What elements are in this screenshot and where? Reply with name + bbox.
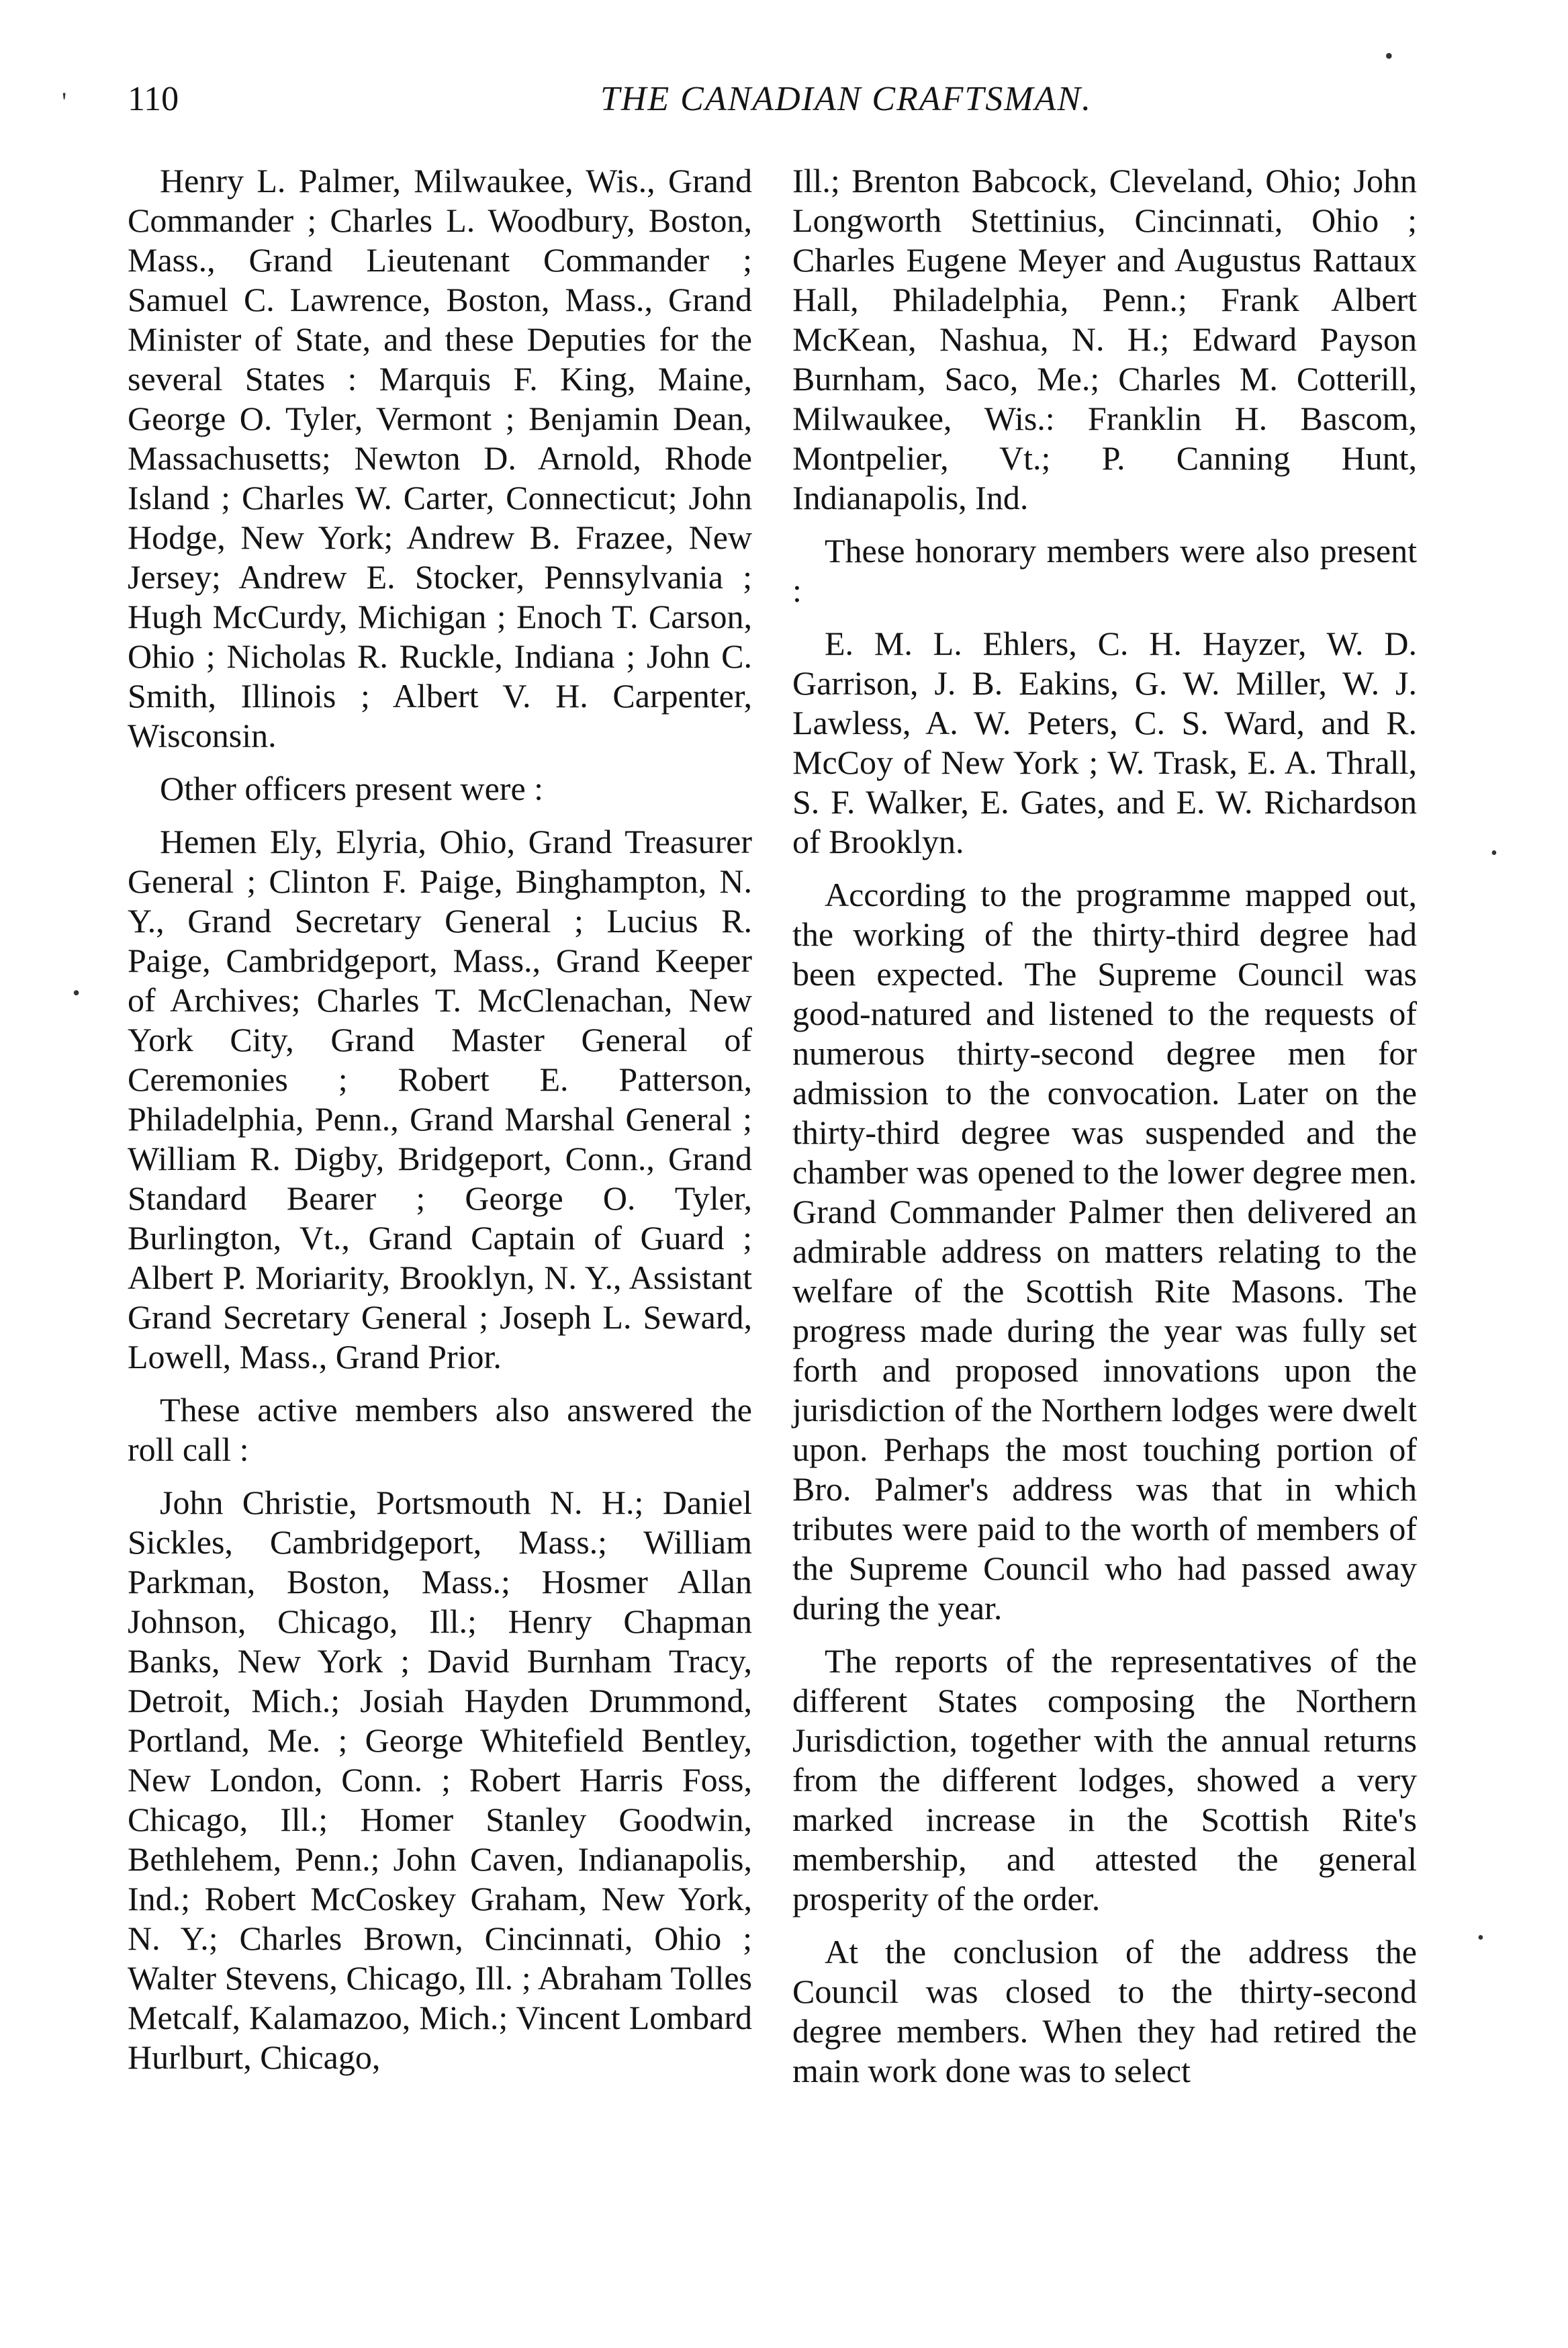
print-speck: • xyxy=(1385,42,1393,69)
print-speck: • xyxy=(73,981,81,1005)
print-speck: ' xyxy=(62,87,67,117)
paragraph-active-members-intro: These active members also answered the roll call : xyxy=(128,1391,752,1468)
running-title: THE CANADIAN CRAFTSMAN. xyxy=(600,80,1093,118)
paragraph-active-members-continued: Ill.; Brenton Babcock, Cleveland, Ohio; John Longworth Stettinius, Cincinnati, Ohio ; Charles Eugene Meyer and Augustus Rattaux Hall, Philadelphia, Penn.; Frank Albert McKean, Nashua, N. H.; Edward Payson Burnham, Saco, Me.; Charles M. Cotterill, Milwaukee, Wis.: Franklin H. Bascom, Montpelier, Vt.; P. Canning Hunt, Indianapolis, Ind. xyxy=(792,162,1417,516)
paragraph-other-officers-intro: Other officers present were : xyxy=(160,770,544,807)
paragraph-conclusion: At the conclusion of the address the Council was closed to the thirty-second degree members. When they had retired the main work done was to select xyxy=(792,1933,1417,2089)
right-column xyxy=(792,161,1417,2104)
left-column xyxy=(128,161,752,2091)
page-number: 110 xyxy=(128,80,179,118)
paragraph-programme: According to the programme mapped out, the working of the thirty-third degree had been expected. The Supreme Council was good-natured and listened to the requests of numerous thirty-second degree men for admission to the convocation. Later on the thirty-third degree was suspended and the chamber was opened to the lower degree men. Grand Commander Palmer then delivered an admirable address on matters relating to the welfare of the Scottish Rite Masons. The progress made during the year was fully set forth and proposed innovations upon the jurisdiction of the Northern lodges were dwelt upon. Perhaps the most touching portion of Bro. Palmer's address was that in which tributes were paid to the worth of members of the Supreme Council who had passed away during the year. xyxy=(792,876,1417,1627)
paragraph-honorary-members: E. M. L. Ehlers, C. H. Hayzer, W. D. Garrison, J. B. Eakins, G. W. Miller, W. J. Lawless, A. W. Peters, C. S. Ward, and R. McCoy of New York ; W. Trask, E. A. Thrall, S. F. Walker, E. Gates, and E. W. Richardson of Brooklyn. xyxy=(792,625,1417,860)
print-speck: • xyxy=(1477,1928,1484,1948)
page-header xyxy=(128,79,1430,133)
paragraph-officers: Henry L. Palmer, Milwaukee, Wis., Grand Commander ; Charles L. Woodbury, Boston, Mass., Grand Lieutenant Commander ; Samuel C. Lawrence, Boston, Mass., Grand Minister of State, and these Deputies for the several States : Marquis F. King, Maine, George O. Tyler, Vermont ; Benjamin Dean, Massachusetts; Newton D. Arnold, Rhode Island ; Charles W. Carter, Connecticut; John Hodge, New York; Andrew B. Frazee, New Jersey; Andrew E. Stocker, Pennsylvania ; Hugh McCurdy, Michigan ; Enoch T. Carson, Ohio ; Nicholas R. Ruckle, Indiana ; John C. Smith, Illinois ; Albert V. H. Carpenter, Wisconsin. xyxy=(128,162,752,754)
paragraph-other-officers: Hemen Ely, Elyria, Ohio, Grand Treasurer General ; Clinton F. Paige, Binghampton, N. Y., Grand Secretary General ; Lucius R. Paige, Cambridgeport, Mass., Grand Keeper of Archives; Charles T. McClenachan, New York City, Grand Master General of Ceremonies ; Robert E. Patterson, Philadelphia, Penn., Grand Marshal General ; William R. Digby, Bridgeport, Conn., Grand Standard Bearer ; George O. Tyler, Burlington, Vt., Grand Captain of Guard ; Albert P. Moriarity, Brooklyn, N. Y., Assistant Grand Secretary General ; Joseph L. Seward, Lowell, Mass., Grand Prior. xyxy=(128,823,752,1375)
paragraph-honorary-members-intro: These honorary members were also present : xyxy=(792,532,1417,609)
paragraph-reports: The reports of the representatives of the different States composing the Northern Jurisdiction, together with the annual returns from the different lodges, showed a very marked increase in the Scottish Rite's membership, and attested the general prosperity of the order. xyxy=(792,1642,1417,1917)
print-speck: • xyxy=(1491,843,1497,864)
paragraph-active-members: John Christie, Portsmouth N. H.; Daniel Sickles, Cambridgeport, Mass.; William Parkman, Boston, Mass.; Hosmer Allan Johnson, Chicago, Ill.; Henry Chapman Banks, New York ; David Burnham Tracy, Detroit, Mich.; Josiah Hayden Drummond, Portland, Me. ; George Whitefield Bentley, New London, Conn. ; Robert Harris Foss, Chicago, Ill.; Homer Stanley Goodwin, Bethlehem, Penn.; John Caven, Indianapolis, Ind.; Robert McCoskey Graham, New York, N. Y.; Charles Brown, Cincinnati, Ohio ; Walter Stevens, Chicago, Ill. ; Abraham Tolles Metcalf, Kalamazoo, Mich.; Vincent Lombard Hurlburt, Chicago, xyxy=(128,1484,752,2076)
